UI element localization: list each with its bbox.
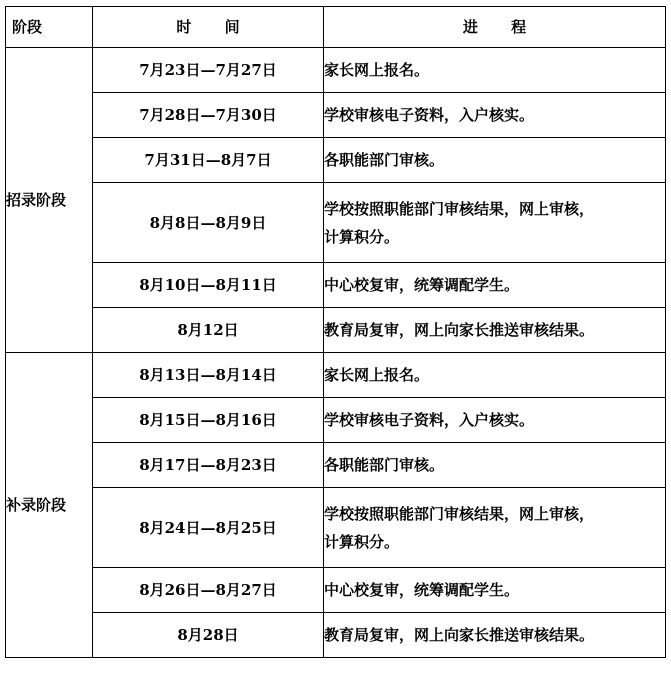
schedule-table-container	[5, 6, 666, 658]
process-cell	[324, 398, 666, 443]
table-row	[6, 398, 666, 443]
table-row	[6, 263, 666, 308]
process-cell	[324, 443, 666, 488]
table-row	[6, 93, 666, 138]
table-row	[6, 353, 666, 398]
process-cell	[324, 48, 666, 93]
process-text: 家长网上报名。	[324, 61, 430, 79]
time-cell: 8月13日—8月14日	[93, 353, 324, 398]
time-cell: 8月8日—8月9日	[93, 183, 324, 263]
process-text: 学校按照职能部门审核结果，网上审核，	[324, 504, 595, 523]
table-row	[6, 308, 666, 353]
schedule-table-body	[6, 48, 666, 658]
process-cell	[324, 93, 666, 138]
header-stage: 阶段	[6, 7, 93, 48]
table-row	[6, 48, 666, 93]
process-text: 计算积分。	[324, 227, 400, 246]
table-row	[6, 568, 666, 613]
process-text: 家长网上报名。	[324, 366, 430, 384]
stage-cell: 补录阶段	[6, 353, 93, 658]
process-text: 教育局复审，网上向家长推送审核结果。	[324, 626, 595, 644]
schedule-table	[5, 6, 666, 658]
time-cell: 8月10日—8月11日	[93, 263, 324, 308]
process-text: 计算积分。	[324, 532, 400, 551]
process-cell	[324, 263, 666, 308]
header-time: 时 间	[93, 7, 324, 48]
table-row	[6, 443, 666, 488]
process-text: 学校审核电子资料，入户核实。	[324, 106, 535, 124]
process-cell	[324, 308, 666, 353]
time-cell: 8月24日—8月25日	[93, 488, 324, 568]
time-cell: 8月17日—8月23日	[93, 443, 324, 488]
process-cell	[324, 138, 666, 183]
process-cell	[324, 488, 666, 568]
process-text: 教育局复审，网上向家长推送审核结果。	[324, 321, 595, 339]
process-text: 学校按照职能部门审核结果，网上审核，	[324, 199, 595, 218]
process-text: 学校审核电子资料，入户核实。	[324, 411, 535, 429]
table-row	[6, 488, 666, 568]
time-cell: 7月31日—8月7日	[93, 138, 324, 183]
process-cell	[324, 353, 666, 398]
time-cell: 7月28日—7月30日	[93, 93, 324, 138]
time-cell: 8月26日—8月27日	[93, 568, 324, 613]
process-text: 中心校复审，统筹调配学生。	[324, 276, 520, 294]
stage-cell: 招录阶段	[6, 48, 93, 353]
time-cell: 8月15日—8月16日	[93, 398, 324, 443]
header-row	[6, 7, 666, 48]
time-cell: 7月23日—7月27日	[93, 48, 324, 93]
time-cell: 8月28日	[93, 613, 324, 658]
table-row	[6, 613, 666, 658]
process-text: 各职能部门审核。	[324, 151, 445, 169]
process-cell	[324, 613, 666, 658]
process-cell	[324, 183, 666, 263]
process-text: 中心校复审，统筹调配学生。	[324, 581, 520, 599]
table-row	[6, 138, 666, 183]
process-text: 各职能部门审核。	[324, 456, 445, 474]
process-cell	[324, 568, 666, 613]
table-row	[6, 183, 666, 263]
time-cell: 8月12日	[93, 308, 324, 353]
header-process: 进 程	[324, 7, 666, 48]
